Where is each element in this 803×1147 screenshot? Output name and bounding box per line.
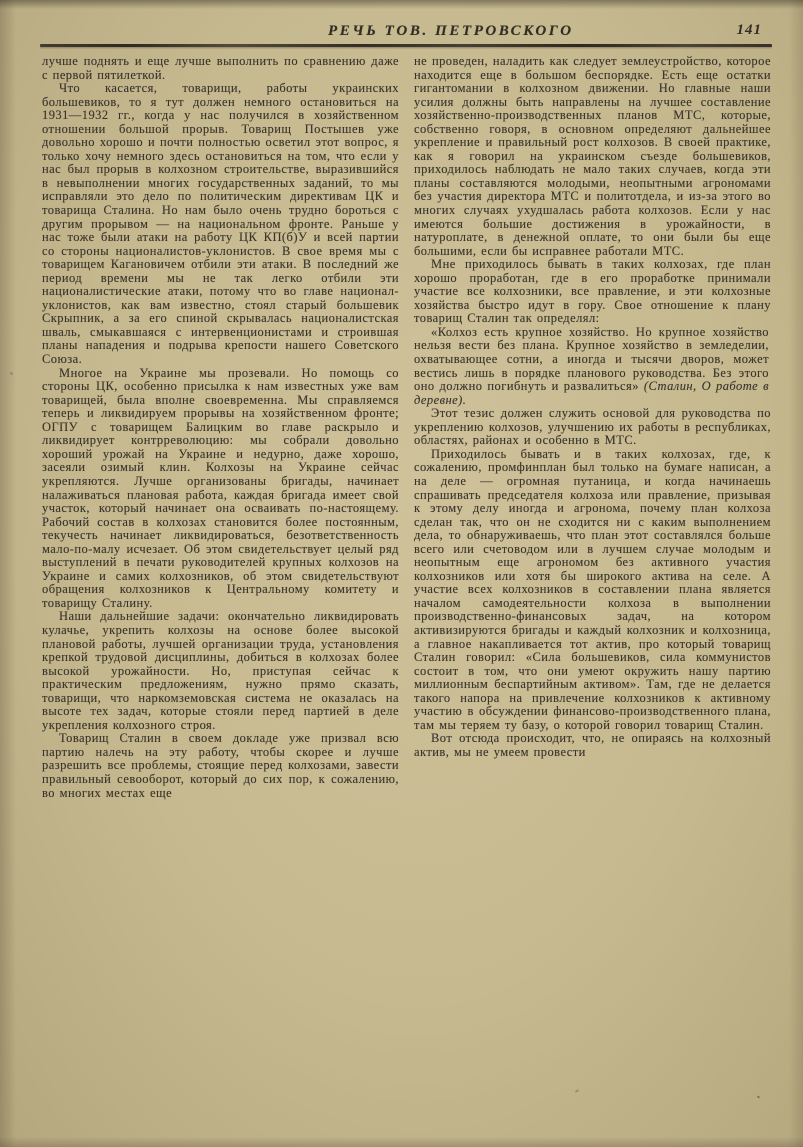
paper-speck [575, 1089, 579, 1093]
stalin-quote [414, 326, 771, 407]
paragraph: Наши дальнейшие задачи: окончательно ликвидировать кулачье, укрепить колхозы на основе более высокой плановой работы, лучшей организации труда, установления крепкой трудовой дисциплины, добиться в колхозах более высокой урожайности. Но, приступая сейчас к практическим предложениям, нужно прямо сказать, товарищи, что наркомземовская система не оказалась на высоте тех задач, которые стояли перед партией в деле укрепления колхозного строя. [42, 609, 399, 732]
paragraph: Этот тезис должен служить основой для руководства по укреплению колхозов, улучшению их работы в республиках, областях, районах и особенно в МТС. [414, 406, 771, 448]
paragraph: Вот отсюда происходит, что, не опираясь на колхозный актив, мы не умеем провести [414, 731, 771, 759]
paragraph: Мне приходилось бывать в таких колхозах, где план хорошо проработан, где в его проработке принимали участие все колхозники, все правление, и эти колхозные хозяйства быстро идут в гору. Свое отношение к плану товарищ Сталин так определял: [414, 257, 771, 326]
page-header [42, 14, 772, 44]
quote-text: «Колхоз есть крупное хозяйство. Но крупное хозяйство нельзя вести без плана. Крупное хозяйство в земледелии, охватывающее сотни, а иногда и тысячи дворов, может вестись лишь в порядке планового руководства. Без этого оно должно погибнуть и развалиться» [414, 324, 769, 394]
paragraph: Приходилось бывать и в таких колхозах, где, к сожалению, промфинплан был только на бумаге написан, а на деле — огромная путаница, и когда начинаешь спрашивать председателя колхоза или правление, призывая к этому делу иногда и агронома, почему план колхоза сделан так, что он не сходится ни с каким выполнением дела, то обнаруживаешь, что план этот составлялся больше всего или счетоводом или в лучшем случае молодым и неопытным еще агрономом без активного участия колхозников или хотя бы широкого актива на селе. А участие всех колхозников в составлении плана является началом самодеятельности колхоза в выполнении производственно-финансовых задач, на котором активизируются бригады и каждый колхозник и колхозница, а главное накапливается тот актив, про который товарищ Сталин говорил: «Сила большевиков, сила коммунистов состоит в том, что они умеют окружить нашу партию миллионным беспартийным активом». Там, где не делается такого напора на привлечение колхозников к активному участию в обсуждении финансово-производственного плана, там мы теряем ту базу, о которой говорил товарищ Сталин. [414, 446, 771, 732]
text-columns [42, 55, 772, 800]
header-rule [40, 44, 772, 47]
left-column [42, 55, 399, 800]
paper-speck [10, 372, 13, 375]
right-column [414, 55, 771, 800]
quote-attribution: (Сталин, О работе в деревне). [414, 379, 769, 407]
paragraph: Товарищ Сталин в своем докладе уже призвал всю партию налечь на эту работу, чтобы скорее и лучше разрешить все проблемы, стоящие перед колхозами, завести правильный севооборот, который до сих пор, к сожалению, во многих местах еще [42, 731, 399, 800]
paragraph: Что касается, товарищи, работы украинских большевиков, то я тут должен немного остановиться на 1931—1932 гг., когда у нас получился в хозяйственном отношении большой прорыв. Товарищ Постышев уже довольно хорошо и почти полностью осветил этот вопрос, я только хочу немного здесь остановиться на том, что если у нас был прорыв в колхозном строительстве, выразившийся в невыполнении многих государственных заданий, то мы исправляли это дело по политическим директивам ЦК и товарища Сталина. Но нам было очень трудно бороться с другим прорывом — на национальном фронте. Раньше у нас тоже были атаки на работу ЦК КП(б)У и всей партии со стороны националистов-уклонистов. В свое время мы с товарищем Кагановичем отбили эти атаки. В последний же период времени мы не так легко отбили эти националистические атаки, потому что во главе национал-уклонистов, как вам известно, стоял старый большевик Скрыпник, а за его спиной скрывалась националистская шваль, смыкавшаяся с интервенционистами и строившая планы нападения и подрыва крепости нашего Советского Союза. [42, 81, 399, 367]
paragraph: не проведен, наладить как следует землеустройство, которое находится еще в большом беспорядке. Есть еще остатки гигантомании в колхозном движении. Но главные наши усилия должны быть направлены на лучшее составление хозяйственно-производственных планов МТС, которые, собственно говоря, в основном определяют дальнейшее укрепление и правильный рост колхозов. В своей практике, как я говорил на украинском съезде большевиков, приходилось наблюдать не мало таких случаев, когда эти планы составляются молодыми, неопытными агрономами без участия директора МТС и политотдела, и из-за этого во многих случаях ухудшалась работа колхозов. Если у нас имеются большие достижения в урожайности, в натуроплате, в денежной оплате, то они были бы еще большими, если бы исправнее работали МТС. [414, 54, 771, 258]
paragraph: Многое на Украине мы прозевали. Но помощь со стороны ЦК, особенно присылка к нам известных уже вам товарищей, была вполне своевременна. Мы справляемся теперь и ликвидируем прорывы на хозяйственном фронте; ОГПУ с товарищем Балицким во главе раскрыло и ликвидирует контрреволюцию: мы собрали довольно хороший урожай на Украине и недурно, даже хорошо, засеяли озимый клин. Колхозы на Украине сейчас укрепляются. Лучше организованы бригады, начинает налаживаться плановая работа, каждая бригада имеет свой участок, который начинает она осваивать по-настоящему. Рабочий состав в колхозах становится более постоянным, текучесть начинает ликвидироваться, безответственность мало-по-малу исчезает. Об этом свидетельствует целый ряд выступлений в печати руководителей крупных колхозов на Украине и самих колхозников, об этом свидетельствуют обращения колхозников к Центральному комитету и товарищу Сталину. [42, 365, 399, 610]
paragraph: лучше поднять и еще лучше выполнить по сравнению даже с первой пятилеткой. [42, 54, 399, 82]
page-number: 141 [736, 22, 762, 38]
running-title: РЕЧЬ ТОВ. ПЕТРОВСКОГО [328, 23, 574, 39]
paper-speck [757, 1095, 761, 1098]
